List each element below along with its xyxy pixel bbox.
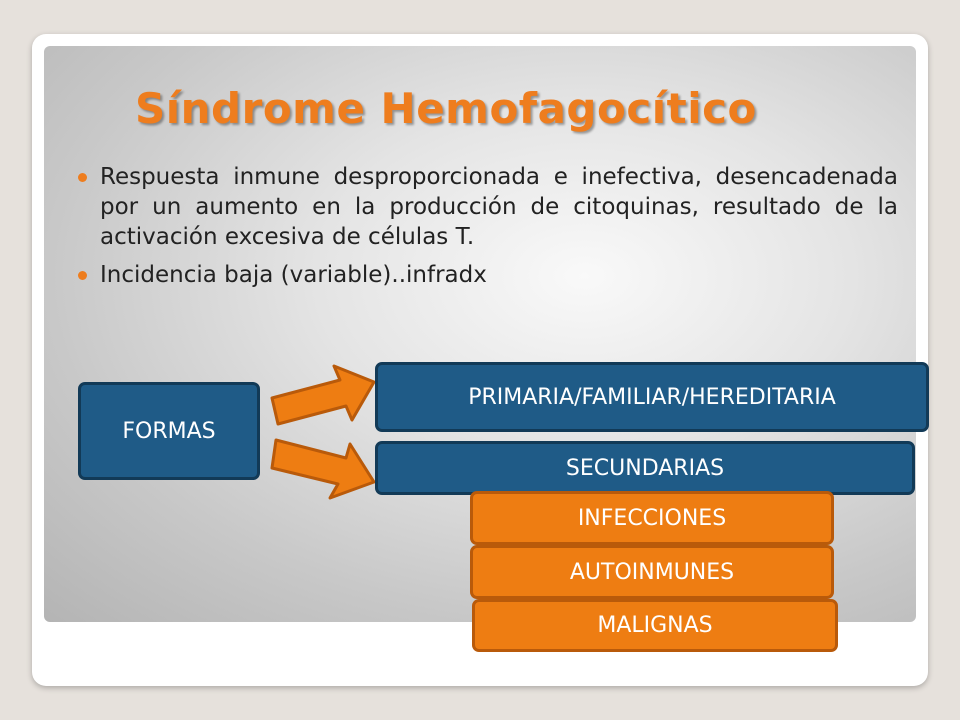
infecciones-box: INFECCIONES	[470, 491, 834, 545]
bullet-dot-icon	[78, 173, 87, 182]
bullet-text: Incidencia baja (variable)..infradx	[100, 262, 487, 288]
bullet-item-definition	[78, 162, 898, 252]
arrow-to-secundarias-icon	[268, 434, 380, 504]
bullet-dot-icon	[78, 271, 87, 280]
arrow-to-primaria-icon	[268, 362, 380, 434]
secundarias-box: SECUNDARIAS	[375, 441, 915, 495]
bullet-list	[78, 162, 898, 290]
malignas-box: MALIGNAS	[472, 599, 838, 652]
slide-title: Síndrome Hemofagocítico	[135, 84, 757, 133]
autoinmunes-box: AUTOINMUNES	[470, 545, 834, 599]
formas-box: FORMAS	[78, 382, 260, 480]
bullet-text: Respuesta inmune desproporcionada e inefectiva, desencadenada por un aumento en la producción de citoquinas, resultado de la activación excesiva de células T.	[100, 164, 898, 250]
primaria-box: PRIMARIA/FAMILIAR/HEREDITARIA	[375, 362, 929, 432]
bullet-item-incidence	[78, 260, 898, 290]
